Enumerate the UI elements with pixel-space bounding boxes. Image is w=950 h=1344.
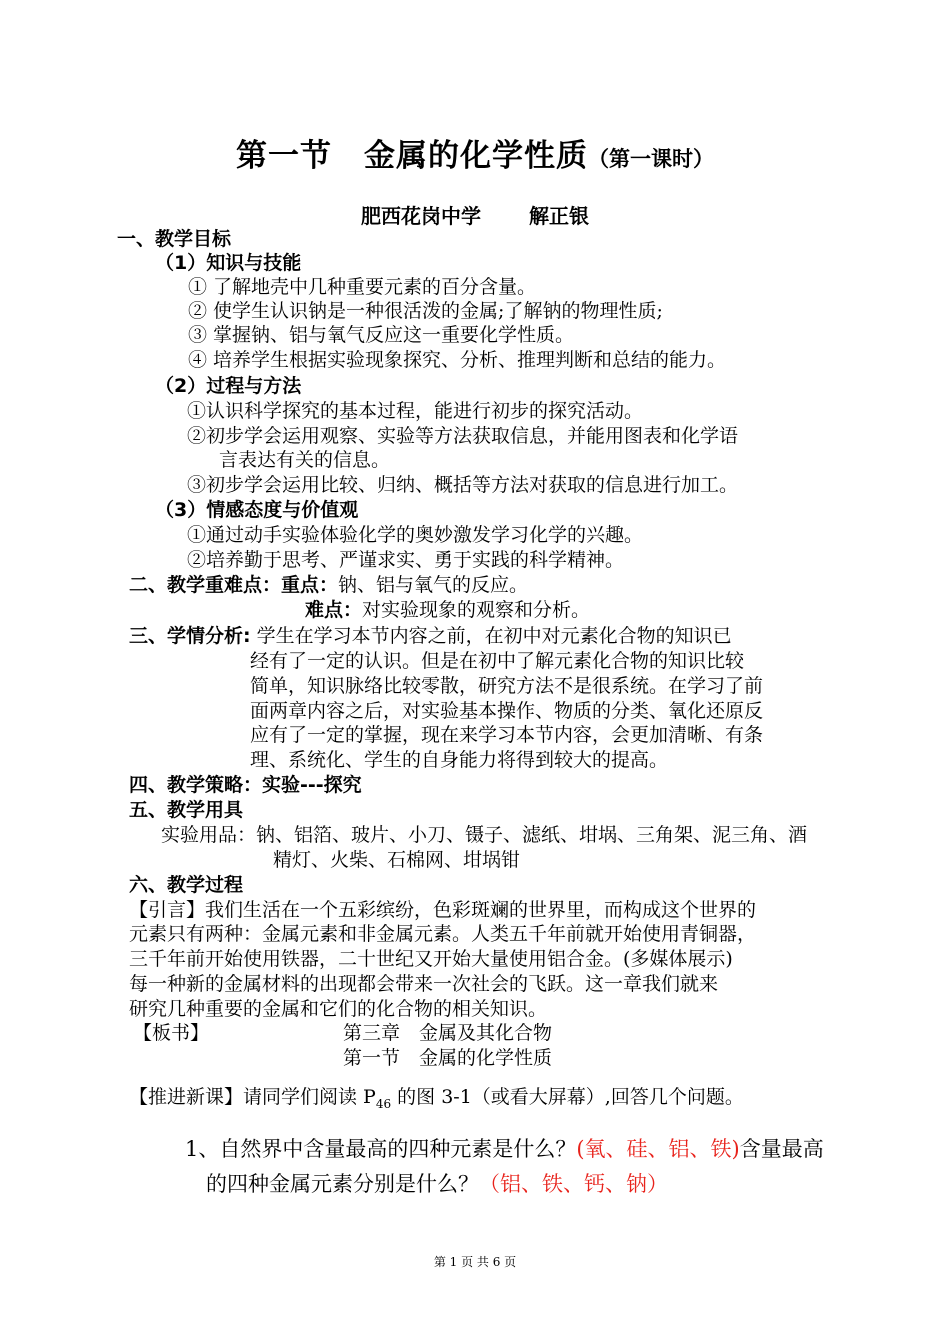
analysis-text-3: 简单，知识脉络比较零散，研究方法不是很系统。在学习了前 xyxy=(250,675,764,697)
question-1-text-a: 1、自然界中含量最高的四种元素是什么？ xyxy=(185,1137,577,1161)
section-1-heading: 一、教学目标 xyxy=(117,228,232,250)
question-1-answer-2: （铝、铁、钙、钠） xyxy=(479,1172,668,1196)
intro-line-2: 元素只有两种：金属元素和非金属元素。人类五千年前就开始使用青铜器， xyxy=(129,923,757,945)
knowledge-item-4: ④ 培养学生根据实验现象探究、分析、推理判断和总结的能力。 xyxy=(188,349,727,371)
section-3-line-1 xyxy=(129,624,732,648)
section-2-heading: 二、教学重难点： xyxy=(129,574,282,596)
advance-text-a: 【推进新课】请同学们阅读 P xyxy=(129,1086,376,1108)
difficulty-label: 难点： xyxy=(305,599,363,621)
question-1-line-1 xyxy=(185,1135,824,1163)
section-6-heading: 六、教学过程 xyxy=(129,874,244,896)
process-heading: （2）过程与方法 xyxy=(155,375,302,397)
knowledge-item-2: ② 使学生认识钠是一种很活泼的金属;了解钠的物理性质; xyxy=(188,300,663,322)
board-line-2: 第一节 金属的化学性质 xyxy=(343,1047,553,1069)
advance-line xyxy=(129,1085,744,1116)
page-footer: 第 1 页 共 6 页 xyxy=(433,1255,517,1269)
title-main: 第一节 金属的化学性质 xyxy=(236,138,588,174)
section-4-heading: 四、教学策略：实验---探究 xyxy=(129,774,362,796)
board-label: 【板书】 xyxy=(133,1022,210,1044)
process-item-3: ③初步学会运用比较、归纳、概括等方法对获取的信息进行加工。 xyxy=(187,474,739,496)
process-item-2-cont: 言表达有关的信息。 xyxy=(219,449,391,471)
section-5-heading: 五、教学用具 xyxy=(129,799,244,821)
key-label: 重点： xyxy=(281,574,339,596)
board-line-1: 第三章 金属及其化合物 xyxy=(343,1022,553,1044)
knowledge-heading: （1）知识与技能 xyxy=(155,252,302,274)
equipment-line-1: 实验用品：钠、铝箔、玻片、小刀、镊子、滤纸、坩埚、三角架、泥三角、酒 xyxy=(161,824,808,846)
analysis-text-4: 面两章内容之后，对实验基本操作、物质的分类、氧化还原反 xyxy=(250,700,764,722)
emotion-item-1: ①通过动手实验体验化学的奥妙激发学习化学的兴趣。 xyxy=(187,524,644,546)
title-sub: （第一课时） xyxy=(588,147,714,171)
question-1-line-2 xyxy=(206,1170,668,1198)
analysis-text-5: 应有了一定的掌握，现在来学习本节内容，会更加清晰、有条 xyxy=(250,724,764,746)
page-title xyxy=(0,130,950,175)
advance-page-sub: 46 xyxy=(375,1096,392,1111)
emotion-item-2: ②培养勤于思考、严谨求实、勇于实践的科学精神。 xyxy=(187,549,625,571)
intro-line-5: 研究几种重要的金属和它们的化合物的相关知识。 xyxy=(129,998,548,1020)
author-line xyxy=(0,200,950,229)
question-1-text-b: 含量最高 xyxy=(739,1137,824,1161)
analysis-text-1: 学生在学习本节内容之前，在初中对元素化合物的知识已 xyxy=(250,625,732,647)
difficulty-line xyxy=(305,598,590,622)
school-name: 肥西花岗中学 xyxy=(361,204,481,228)
analysis-text-2: 经有了一定的认识。但是在初中了解元素化合物的知识比较 xyxy=(250,650,745,672)
section-3-heading: 三、学情分析: xyxy=(129,625,251,647)
question-1-answer-1: (氧、硅、铝、铁) xyxy=(576,1137,740,1161)
section-2-line xyxy=(129,573,528,597)
difficulty-text: 对实验现象的观察和分析。 xyxy=(362,599,591,621)
intro-line-1: 【引言】我们生活在一个五彩缤纷，色彩斑斓的世界里，而构成这个世界的 xyxy=(129,899,757,921)
author-name: 解正银 xyxy=(529,204,589,228)
emotion-heading: （3）情感态度与价值观 xyxy=(155,499,359,521)
key-text: 钠、铝与氧气的反应。 xyxy=(338,574,529,596)
advance-text-b: 的图 3-1（或看大屏幕）,回答几个问题。 xyxy=(391,1086,744,1108)
intro-line-4: 每一种新的金属材料的出现都会带来一次社会的飞跃。这一章我们就来 xyxy=(129,973,719,995)
equipment-line-2: 精灯、火柴、石棉网、坩埚钳 xyxy=(273,849,521,871)
knowledge-item-3: ③ 掌握钠、铝与氧气反应这一重要化学性质。 xyxy=(188,324,575,346)
intro-line-3: 三千年前开始使用铁器，二十世纪又开始大量使用铝合金。(多媒体展示) xyxy=(129,948,733,970)
analysis-text-6: 理、系统化、学生的自身能力将得到较大的提高。 xyxy=(250,749,669,771)
question-1-text-c: 的四种金属元素分别是什么？ xyxy=(206,1172,479,1196)
process-item-1: ①认识科学探究的基本过程，能进行初步的探究活动。 xyxy=(187,400,644,422)
knowledge-item-1: ① 了解地壳中几种重要元素的百分含量。 xyxy=(188,276,537,298)
process-item-2: ②初步学会运用观察、实验等方法获取信息，并能用图表和化学语 xyxy=(187,425,739,447)
